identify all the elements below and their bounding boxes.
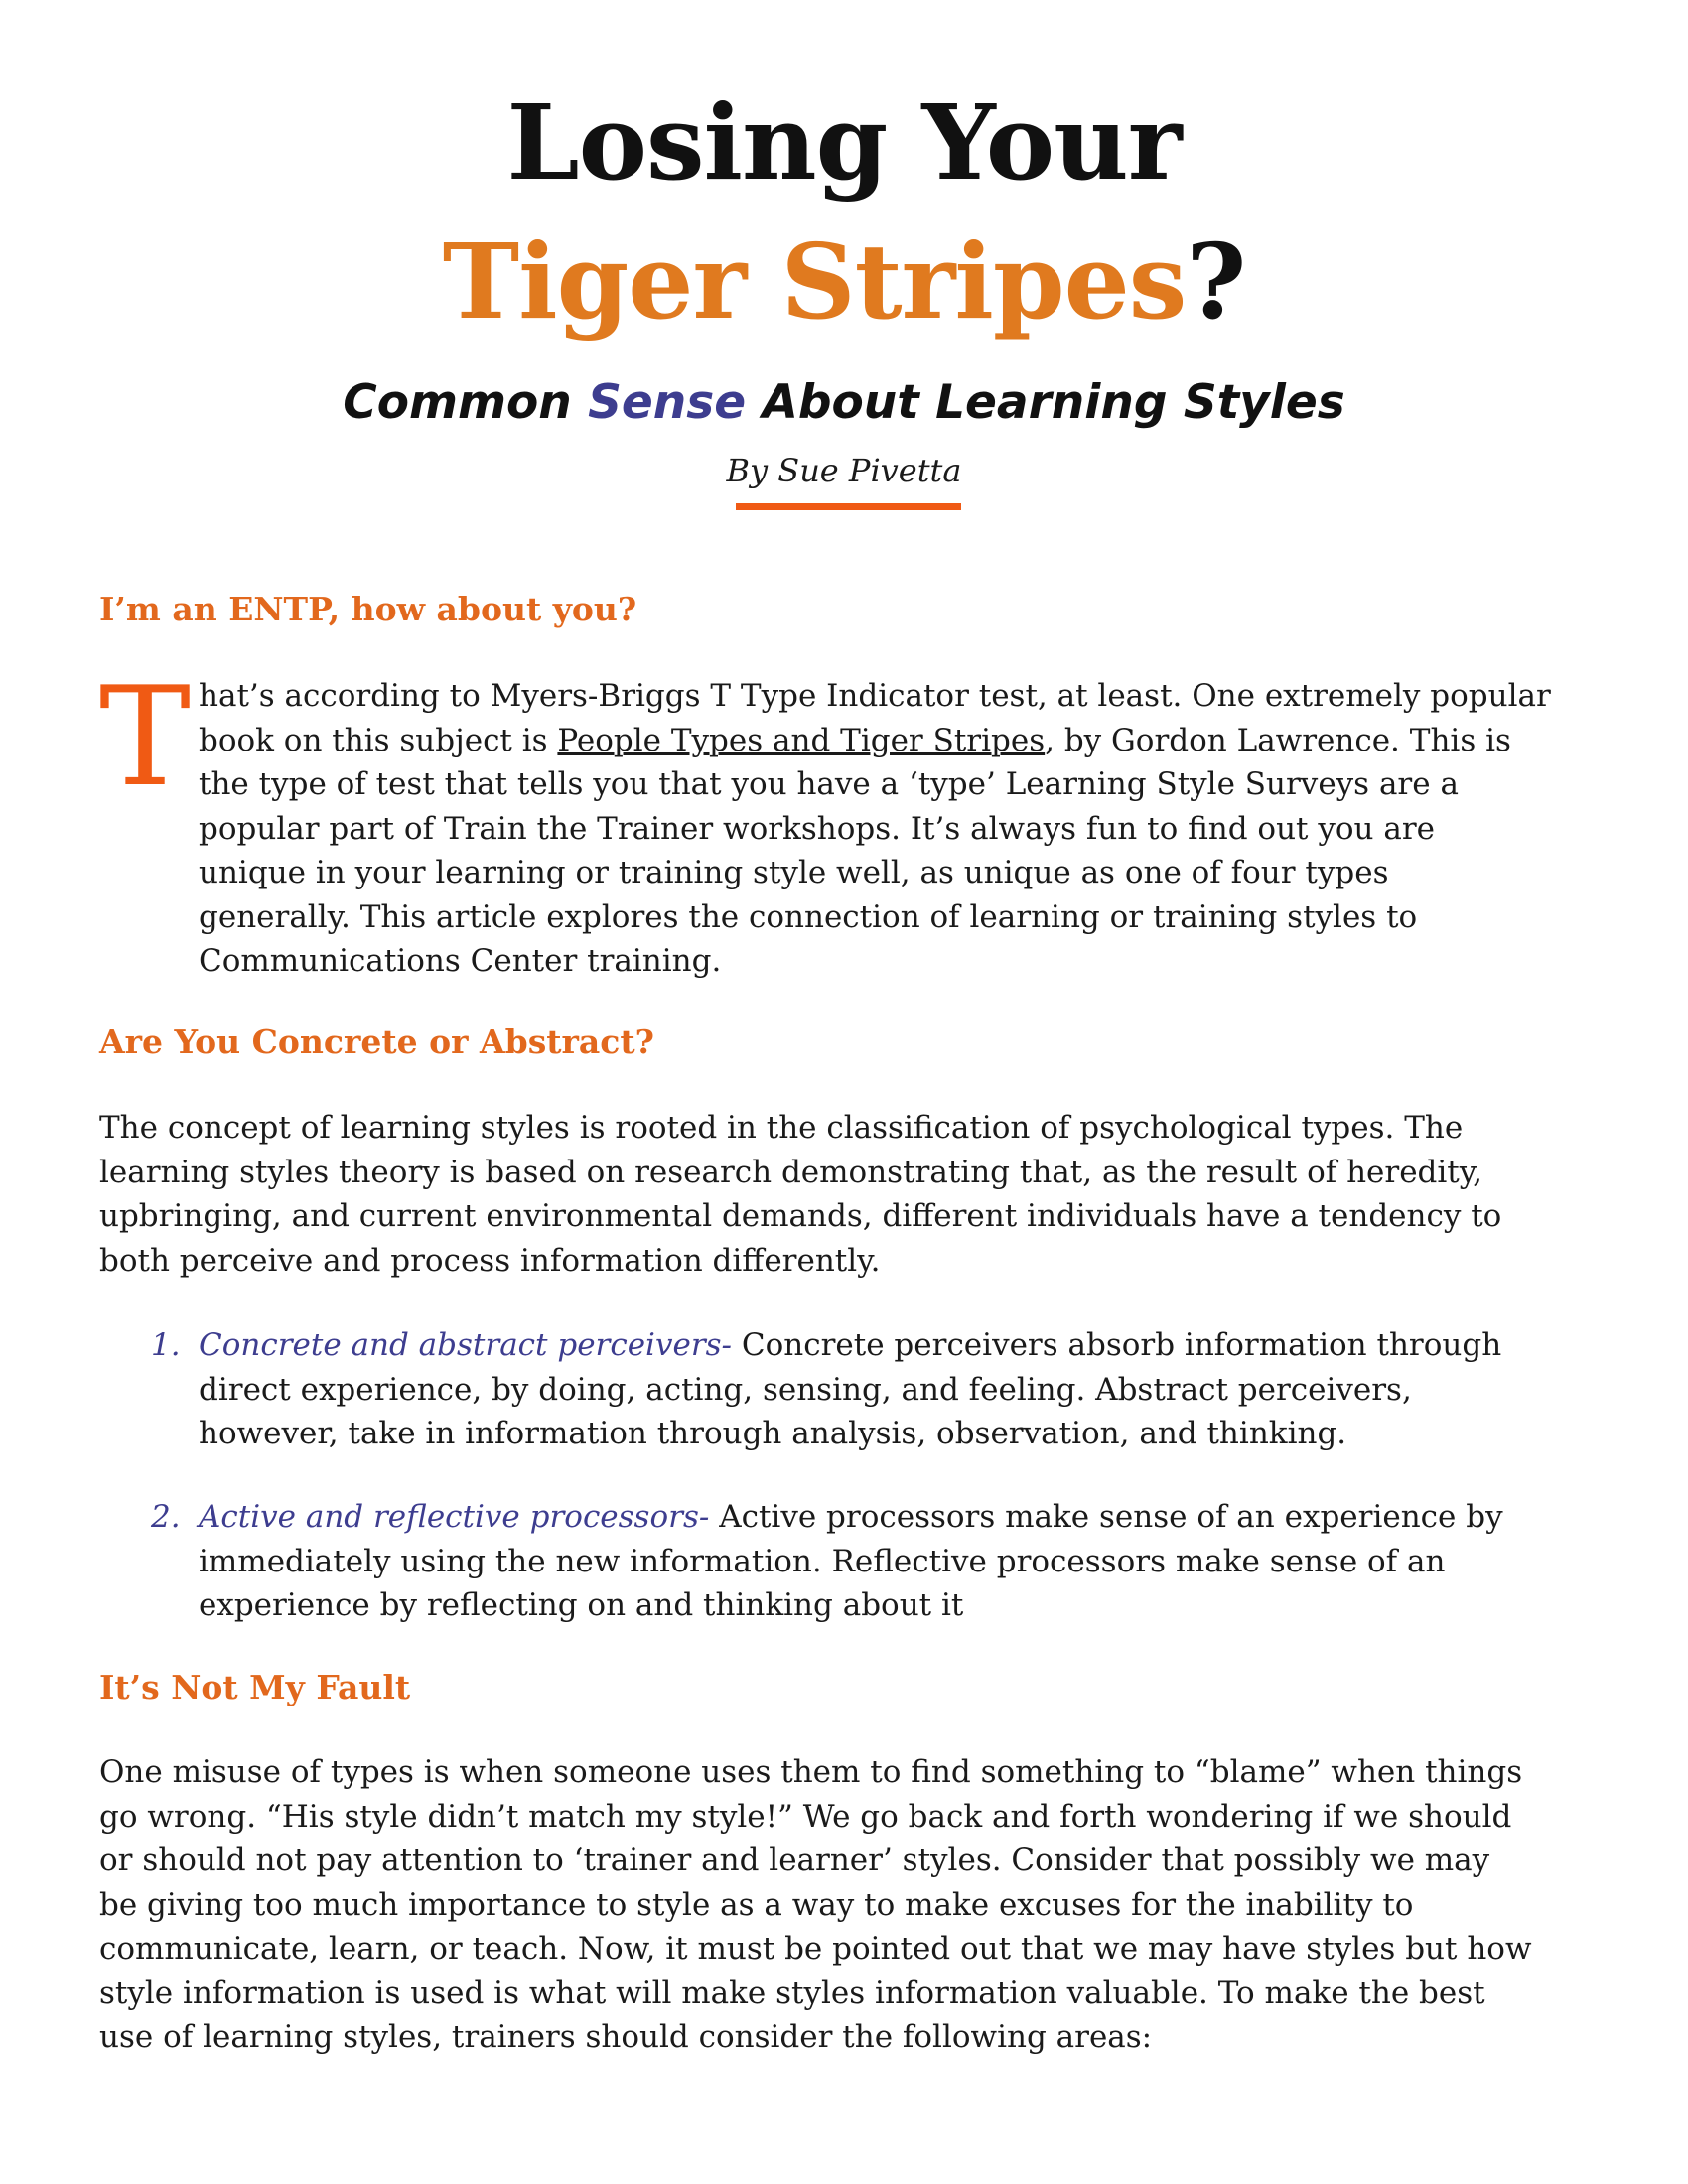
list-term: Active and reflective processors-	[199, 1499, 710, 1535]
text-line: both perceive and process information differently.	[99, 1242, 881, 1279]
title-line-1: Losing Your	[506, 81, 1182, 204]
text-fragment: book on this subject is	[199, 722, 558, 758]
byline-divider	[736, 503, 961, 510]
text-line	[199, 1495, 1589, 1540]
text-line: however, take in information through analysis, observation, and thinking.	[199, 1416, 1347, 1451]
section-heading-concrete-abstract: Are You Concrete or Abstract?	[99, 1023, 654, 1061]
title-accent: Tiger Stripes	[442, 220, 1187, 342]
text-line	[199, 1323, 1589, 1368]
text-line: go wrong. “His style didn’t match my style!” We go back and forth wondering if we should	[99, 1798, 1512, 1835]
book-title-link[interactable]: People Types and Tiger Stripes	[557, 722, 1046, 758]
text-fragment: Concrete perceivers absorb information through	[732, 1327, 1502, 1363]
text-line: One misuse of types is when someone uses them to find something to “blame” when things	[99, 1754, 1523, 1790]
text-fragment: , by Gordon Lawrence. This is	[1045, 722, 1511, 758]
paragraph-misuse-of-types	[99, 1750, 1589, 2060]
byline: By Sue Pivetta	[726, 452, 962, 489]
list-item-body	[199, 1323, 1589, 1456]
text-line: hat’s according to Myers-Briggs T Type Indicator test, at least. One extremely popular	[199, 678, 1551, 714]
text-line: unique in your learning or training style well, as unique as one of four types	[199, 855, 1389, 890]
text-line: upbringing, and current environmental demands, different individuals have a tendency to	[99, 1198, 1502, 1234]
text-line: popular part of Train the Trainer workshops. It’s always fun to find out you are	[199, 810, 1436, 847]
subtitle-accent: Sense	[588, 375, 747, 430]
text-line: communicate, learn, or teach. Now, it must be pointed out that we may have styles but how	[99, 1931, 1532, 1967]
list-item-body	[199, 1495, 1589, 1628]
section-heading-not-my-fault: It’s Not My Fault	[99, 1668, 411, 1706]
paragraph-intro	[199, 674, 1589, 984]
text-line: Communications Center training.	[199, 943, 722, 979]
paragraph-learning-styles	[99, 1106, 1589, 1283]
subtitle-post: About Learning Styles	[746, 375, 1345, 430]
title-question-mark: ?	[1186, 220, 1246, 342]
list-number: 1.	[151, 1327, 181, 1363]
text-line: immediately using the new information. Reflective processors make sense of an	[199, 1543, 1446, 1579]
text-line: direct experience, by doing, acting, sensing, and feeling. Abstract perceivers,	[199, 1371, 1412, 1408]
drop-cap: T	[99, 657, 192, 817]
text-line: the type of test that tells you that you have a ‘type’ Learning Style Surveys are a	[199, 766, 1459, 802]
text-line: use of learning styles, trainers should consider the following areas:	[99, 2019, 1153, 2055]
list-term: Concrete and abstract perceivers-	[199, 1327, 733, 1363]
text-line: learning styles theory is based on research demonstrating that, as the result of heredity,	[99, 1154, 1483, 1190]
list-number: 2.	[151, 1499, 181, 1535]
text-fragment: Active processors make sense of an experience by	[709, 1499, 1503, 1535]
section-heading-entp: I’m an ENTP, how about you?	[99, 590, 637, 628]
subtitle	[0, 375, 1688, 430]
text-line: or should not pay attention to ‘trainer and learner’ styles. Consider that possibly we may	[99, 1843, 1490, 1878]
text-line: generally. This article explores the connection of learning or training styles to	[199, 898, 1418, 935]
text-line: style information is used is what will make styles information valuable. To make the best	[99, 1975, 1485, 2011]
subtitle-pre: Common	[343, 375, 589, 430]
title-line-2	[0, 220, 1688, 342]
text-line	[199, 719, 1589, 763]
text-line: experience by reflecting on and thinking about it	[199, 1587, 964, 1623]
text-line: The concept of learning styles is rooted in the classification of psychological types. The	[99, 1110, 1464, 1146]
text-line: be giving too much importance to style as a way to make excuses for the inability to	[99, 1886, 1414, 1923]
